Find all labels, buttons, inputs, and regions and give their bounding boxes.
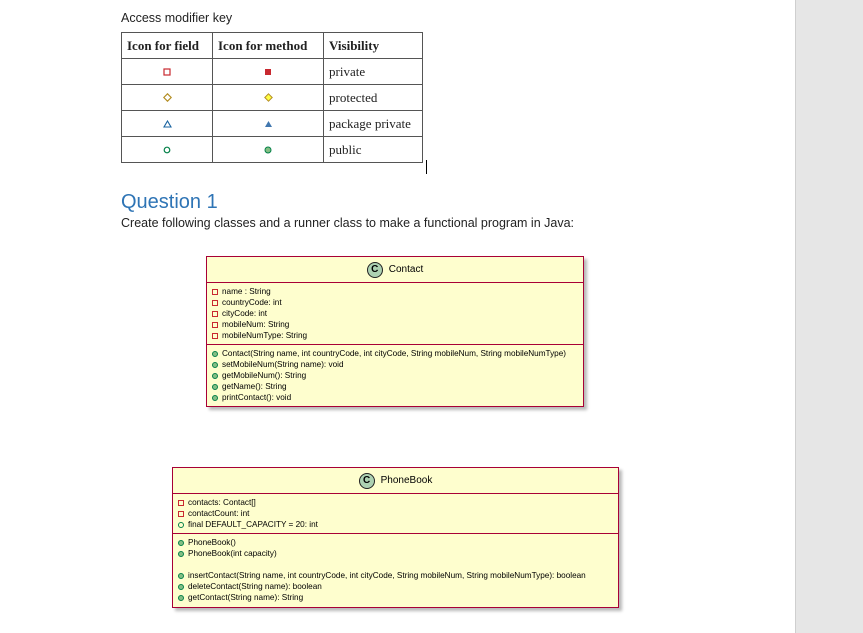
header-field-icon: Icon for field: [122, 33, 213, 59]
method-text: getMobileNum(): String: [222, 371, 307, 380]
method-text: getContact(String name): String: [188, 593, 304, 602]
public-method-icon: [178, 584, 184, 590]
public-field-icon: [122, 137, 213, 163]
constructor-row: [178, 548, 618, 559]
method-row: [212, 348, 583, 359]
table-header-row: [122, 33, 423, 59]
header-method-icon: Icon for method: [213, 33, 324, 59]
field-row: [178, 519, 618, 530]
private-field-icon: [178, 511, 184, 517]
private-field-icon: [212, 322, 218, 328]
protected-field-icon: [122, 85, 213, 111]
field-text: mobileNumType: String: [222, 331, 308, 340]
method-row: [178, 570, 618, 581]
field-row: [212, 330, 583, 341]
constructor-text: PhoneBook(): [188, 538, 236, 547]
method-row: [212, 359, 583, 370]
question-title: Question 1: [121, 191, 218, 213]
method-row: [178, 581, 618, 592]
method-text: setMobileNum(String name): void: [222, 360, 344, 369]
class-header: [173, 468, 618, 494]
field-text: contacts: Contact[]: [188, 498, 256, 507]
question-text: Create following classes and a runner class to make a functional program in Java:: [121, 216, 575, 230]
fields-section: [173, 494, 618, 533]
field-row: [212, 308, 583, 319]
private-field-icon: [122, 59, 213, 85]
class-badge-icon: C: [359, 473, 375, 489]
visibility-public: public: [324, 137, 423, 163]
fields-section: [207, 283, 583, 344]
header-visibility: Visibility: [324, 33, 423, 59]
document-side-gutter: [795, 0, 863, 633]
field-text: mobileNum: String: [222, 320, 290, 329]
access-modifier-table: [121, 32, 423, 163]
table-row: [122, 111, 423, 137]
private-field-icon: [178, 500, 184, 506]
access-key-title: Access modifier key: [121, 11, 233, 25]
public-method-icon: [212, 384, 218, 390]
table-row: [122, 137, 423, 163]
public-method-icon: [212, 351, 218, 357]
public-method-icon: [178, 573, 184, 579]
public-method-icon: [212, 373, 218, 379]
private-method-icon: [213, 59, 324, 85]
constructor-row: [178, 537, 618, 548]
method-row: [212, 392, 583, 403]
class-name: Contact: [388, 264, 424, 275]
field-row: [212, 286, 583, 297]
table-row: [122, 85, 423, 111]
visibility-private: private: [324, 59, 423, 85]
visibility-protected: protected: [324, 85, 423, 111]
method-text: printContact(): void: [222, 393, 292, 402]
package-private-method-icon: [213, 111, 324, 137]
constructor-text: PhoneBook(int capacity): [188, 549, 277, 558]
private-field-icon: [212, 333, 218, 339]
private-field-icon: [212, 300, 218, 306]
public-method-icon: [213, 137, 324, 163]
public-method-icon: [178, 551, 184, 557]
methods-section: [207, 344, 583, 406]
package-private-field-icon: [122, 111, 213, 137]
field-text: contactCount: int: [188, 509, 250, 518]
private-field-icon: [212, 289, 218, 295]
phonebook-class-diagram: [172, 467, 619, 608]
method-row: [212, 381, 583, 392]
field-text: countryCode: int: [222, 298, 282, 307]
private-field-icon: [212, 311, 218, 317]
public-field-icon: [178, 522, 184, 528]
method-spacer: [178, 559, 618, 570]
field-row: [178, 497, 618, 508]
method-row: [212, 370, 583, 381]
protected-method-icon: [213, 85, 324, 111]
class-badge-icon: C: [367, 262, 383, 278]
field-text: final DEFAULT_CAPACITY = 20: int: [188, 520, 318, 529]
method-text: deleteContact(String name): boolean: [188, 582, 322, 591]
table-row: [122, 59, 423, 85]
public-method-icon: [212, 395, 218, 401]
public-method-icon: [212, 362, 218, 368]
field-text: name : String: [222, 287, 271, 296]
field-row: [212, 297, 583, 308]
text-cursor: [426, 160, 427, 174]
contact-class-diagram: [206, 256, 584, 407]
visibility-package-private: package private: [324, 111, 423, 137]
field-text: cityCode: int: [222, 309, 268, 318]
field-row: [178, 508, 618, 519]
public-method-icon: [178, 595, 184, 601]
public-method-icon: [178, 540, 184, 546]
method-row: [178, 592, 618, 603]
method-text: getName(): String: [222, 382, 287, 391]
method-text: insertContact(String name, int countryCode, int cityCode, String mobileNum, String mobileNumType): boolean: [188, 571, 586, 580]
field-row: [212, 319, 583, 330]
methods-section: [173, 533, 618, 607]
class-name: PhoneBook: [380, 475, 433, 486]
method-text: Contact(String name, int countryCode, int cityCode, String mobileNum, String mobileNumType): [222, 349, 567, 358]
class-header: [207, 257, 583, 283]
